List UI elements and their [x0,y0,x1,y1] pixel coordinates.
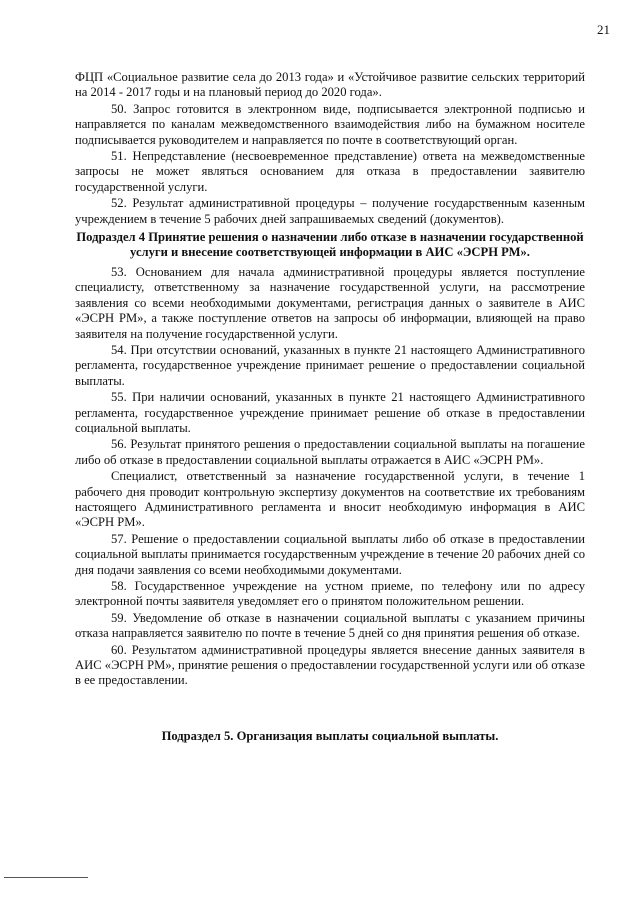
paragraph: 55. При наличии оснований, указанных в пункте 21 настоящего Административного регламента, государственное учреждение принимает решение об отказе в предоставлении социальной выплаты. [75,390,585,435]
paragraph: 60. Результатом административной процедуры является внесение данных заявителя в АИС «ЭСРН РМ», принятие решения о предоставлении государственной услуги или об отказе в ее предоставлении. [75,642,585,688]
paragraph: Специалист, ответственный за назначение государственной услуги, в течение 1 рабочего дня проводит контрольную экспертизу документов на соответствие их требованиям настоящего Административного регламента и вносит необходимую информация в АИС «ЭСРН РМ». [75,469,585,530]
section-heading: Подраздел 4 Принятие решения о назначении либо отказе в назначении государственной услуги и внесение соответствующей информации в АИС «ЭСРН РМ». [76,230,584,260]
paragraph: 53. Основанием для начала административной процедуры является поступление специалисту, ответственному за назначение государственной услуги, на рассмотрение заявления со всеми необходимыми документами, регистрация данных о заявителе в АИС «ЭСРН РМ», а также поступление ответов на запросы об информации, влияющей на право заявителя на получение государственной услуги. [75,264,585,341]
document-body [75,70,585,748]
paragraph: 58. Государственное учреждение на устном приеме, по телефону или по адресу электронной почты заявителя уведомляет его о принятом положительном решении. [75,579,585,609]
paragraph: 56. Результат принятого решения о предоставлении социальной выплаты на погашение либо об отказе в предоставлении социальной выплаты отражается в АИС «ЭСРН РМ». [75,437,585,467]
paragraph: ФЦП «Социальное развитие села до 2013 года» и «Устойчивое развитие сельских территорий на 2014 - 2017 годы и на плановый период до 2020 года». [75,70,585,100]
page-number: 21 [597,22,610,37]
paragraph: 57. Решение о предоставлении социальной выплаты либо об отказе в предоставлении социальной выплаты принимается государственным учреждение в течение 20 рабочих дней со дня подачи заявления со всеми необходимыми документами. [75,531,585,577]
paragraph: 54. При отсутствии оснований, указанных в пункте 21 настоящего Административного регламента, государственное учреждение принимает решение о предоставлении социальной выплаты. [75,342,585,388]
footnote-divider [4,877,88,878]
paragraph: 50. Запрос готовится в электронном виде, подписывается электронной подписью и направляется по каналам межведомственного взаимодействия либо на бумажном носителе подписывается руководителем и направляется по почте в соответствующий орган. [75,101,585,147]
paragraph: 59. Уведомление об отказе в назначении социальной выплаты с указанием причины отказа направляется заявителю по почте в течение 5 дней со дня принятия решения об отказе. [75,610,585,641]
paragraph: 52. Результат административной процедуры – получение государственным казенным учреждением в течение 5 рабочих дней запрашиваемых сведений (документов). [75,196,585,226]
paragraph: 51. Непредставление (несвоевременное представление) ответа на межведомственные запросы не может являться основанием для отказа в предоставлении заявителю государственной услуги. [75,149,585,194]
section-heading: Подраздел 5. Организация выплаты социальной выплаты. [161,728,499,743]
